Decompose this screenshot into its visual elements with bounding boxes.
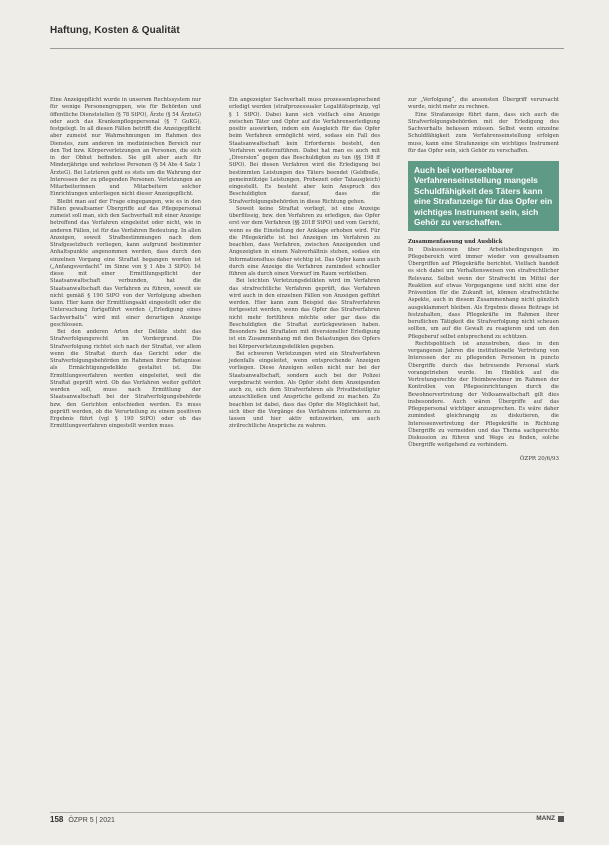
paragraph: Bei den anderen Arten der Delikte steht das Strafverfolgungsrecht im Vordergrund. Die Strafverfolgung richtet sich nach der Straftat, vor allem wenn die Straftat durch das Gericht oder die Strafverfolgungsbehörden im Rahmen ihrer Befugnisse als Ermächtigungsdelikte gestaltet ist. Die Ermittlungsverfahren werden eingeleitet, weil die Straftat geprüft wird. Ob das Verfahren weiter geführt werden soll, muss nach Ermittlung der Staatsanwaltschaft bei der Strafverfolgungsbehörde bzw. den Gerichten entschieden werden. Es muss geprüft werden, ob die Verurteilung zu einem positiven Ergebnis führt (vgl § 190 StPO) oder ob das Ermittlungsverfahren eingestellt werden muss.: [50, 329, 201, 430]
footer-divider: [50, 812, 564, 813]
paragraph: Rechtspolitisch ist anzustreben, dass in den vergangenen Jahren die institutionelle Vertretung von Interessen der zu pflegenden Personen in puncto Übergriffe durch das betreuende Personal stark vorangetrieben wurde. Im Hinblick auf die Vertretungsrechte der Heimbewohner im Rahmen der Kontrollen von Pflegeeinrichtungen durch die Bewohnervertretung der Volksanwaltschaft gilt dies insbesondere. Auch wären Übergriffe auf das Pflegepersonal wichtiger anzusprechen. Es wäre daher zumindest gleichrangig zu diskutieren, die Interessenvertretung der Pflegekräfte in Richtung Übergriffe zu vermeiden und das Thema sachgerechte Diskussion zu führen und Wege zu finden, solche Übergriffe weitgehend zu verhindern.: [408, 340, 559, 449]
header-divider: [50, 48, 564, 49]
publisher-mark: [536, 815, 564, 822]
paragraph: Eine Anzeigepflicht wurde in unserem Rechtssystem nur für wenige Personengruppen, wie für Behörden und öffentliche Dienststellen (§ 78 StPO), Ärzte (§ 54 ÄrzteG) oder auch das Krankenpflegepersonal (§ 7 GuKG), festgelegt. In all diesen Fällen betrifft die Anzeigepflicht aber zumeist nur Wahrnehmungen im Rahmen des Dienstes, zum anderen im medizinischen Bereich nur den Tod bzw. Körperverletzungen an Personen, die sich in der Obhut befinden. Sie gilt aber auch für Minderjährige und wehrlose Personen (§ 54 Abs 4 Satz 1 ÄrzteG). Bei Letzteren geht es stets um die Wahrung der Interessen der zu pflegenden Personen. Verletzungen an Mitarbeiterinnen und Mitarbeitern solcher Einrichtungen unterliegen nicht dieser Anzeigepflicht.: [50, 97, 201, 198]
article-citation: ÖZPR 20/6/93: [519, 455, 559, 462]
pull-quote-callout: Auch bei vorhersehbarer Verfahrenseinstellung mangels Schuldfähigkeit des Täters kann eine Strafanzeige für das Opfer ein wichtiges Instrument sein, sich Gehör zu verschaffen.: [408, 161, 559, 231]
page-number: 158: [50, 815, 64, 824]
publisher-logo-icon: [558, 816, 564, 822]
footer-left: [50, 815, 115, 824]
running-header-title: Haftung, Kosten & Qualität: [50, 25, 180, 36]
text-column-1: [50, 97, 201, 431]
paragraph: Ein angezeigter Sachverhalt muss prozessentsprechend erledigt werden (strafprozessualer Legalitätsprinzip, vgl § 1 StPO). Dabei kann sich vielfach eine Anzeige zwischen Täter und Opfer auf die Verfahrenserledigung positiv auswirken, indem ein Ausgleich für das Opfer beim Verfahren ermöglicht wird, sodass ein Fall des Staatsanwaltschaft kein Erfordernis besteht, den Verfahren weiterzuführen. Dabei hat man es auch mit „Diversion“ gegen das Beschuldigten zu tun (§§ 198 ff StPO). Bei diesen Verfahren wird die Erledigung bei bestimmten Leistungen des Täters beendet (Geldbuße, gemeinnützige Leistungen, Probezeit oder Tatausgleich) eingestellt. Es besteht aber kein Anspruch des Beschuldigten darauf, dass die Strafverfolgungsbehörden in diese Richtung gehen.: [229, 97, 380, 205]
paragraph: zur „Verfolgung“, die ansonsten Übergriff verursacht wurde, nicht mehr zu rechnen.: [408, 97, 559, 111]
paragraph: Soweit keine Straftat vorliegt, ist eine Anzeige überflüssig, bzw. den Verfahren zu erledigen, das Opfer erst vor dem Verfahren (§§ 201ff StPO) und vom Gericht, wenn es die Einstellung der Anklage erhoben wird. Für die Pflegekräfte ist bei Anzeigen im Verfahren zu beachten, dass Verfahren, zwischen Anzeigenden und Angezeigten in einem Nahverhältnis stehen, sodass ein Informationsfluss daher wichtig ist. Das Opfer kann auch durch eine Anzeige die Verfahren zumindest schneller führen als durch einen Vorwurf im Raum verbleiben.: [229, 205, 380, 277]
paragraph: Bleibt man auf der Frage eingegangen, wie es in den Fällen gewaltsamer Übergriffe auf das Pflegepersonal zumeist soll man, sich den Sachverhalt mit einer Anzeige betreffend das Verfahren eingeleitet oder nicht, wie in anderen Fällen, ist für das Verfahren Bedeutung. In allen Anzeigen, soweit Strafbestimmungen nach dem Strafgesetzbuch vorliegen, kann aufgrund bestimmter Anhaltspunkte angenommen werden, dass durch den einzelnen Vorgang eine Straftat begangen worden ist („Anfangsverdacht“ im Sinne von § 1 Abs 3 StPO). Ist diese mit einer Ermittlungspflicht der Staatsanwaltschaft verbunden, hat die Staatsanwaltschaft das Verfahren zu führen, soweit sie nicht gemäß § 190 StPO von der Verfolgung absehen kann. Hier kann der Ermittlungsakt eingestellt oder die Untersuchung fortgeführt werden („Erledigung eines Sachverhalts“ wird mit einer derartigen Anzeige geschlossen.: [50, 198, 201, 328]
publisher-name: MANZ: [536, 815, 555, 822]
journal-issue: ÖZPR 5 | 2021: [68, 817, 115, 824]
paragraph: In Diskussionen über Arbeitsbedingungen im Pflegebereich wird immer wieder von gewaltsamen Übergriffen auf Pflegekräfte berichtet. Vielfach handelt es sich dabei um Verhaltensweisen von strafrechtlicher Relevanz. Selbst wenn der Strafrecht im Mittel der Reaktion auf etwas Vorgegangene und nicht eine der Prävention für die Zukunft ist, können strafrechtliche Aspekte, auch in diesem Zusammenhang nicht gänzlich ausgeklammert bleiben. Als Ergebnis dieses Beitrags ist festzuhalten, dass Pflegekräfte im Rahmen ihrer beruflichen Tätigkeit die Strafverfolgung nicht scheuen sollten, um auf die Gewalt zu reagieren und um den Pflegeberuf selbst entsprechend zu schützen.: [408, 246, 559, 340]
paragraph: Bei leichten Verletzungsdelikten wird im Verfahren das strafrechtliche Verfahren geprüft, das Verfahren wird auch in den einzelnen Fällen von Anzeigen geführt werden. Hier kann zum Beispiel das Strafverfahren fortgesetzt werden, wenn das Opfer das Strafverfahren nicht mehr fortführen möchte oder gar dass die Beschuldigten die Straftat zurückgewiesen haben. Besonders bei Straftaten mit diversioneller Erledigung ist ein Zusammenhang mit den Belastungen des Opfers bei Körperverletzungsdelikten gegeben.: [229, 278, 380, 350]
paragraph: Bei schweren Verletzungen wird ein Strafverfahren jedenfalls eingeleitet, wenn entsprechende Anzeigen vorliegen. Diese Anzeigen sollen nicht nur bei der Staatsanwaltschaft, sondern auch bei der Polizei vorgebracht werden. Als Opfer steht dem Anzeigenden auch zu, sich dem Strafverfahren als Privatbeteiligter anzuschließen und Ansprüche geltend zu machen. Zu beachten ist dabei, dass das Opfer die Möglichkeit hat, sich über die Vorgänge des Verfahrens informieren zu lassen und hier aktiv mitzuwirken, um auch zivilrechtliche Ansprüche zu wahren.: [229, 350, 380, 430]
text-column-2: [229, 97, 380, 431]
section-heading-text: Zusammenfassung und Ausblick: [408, 239, 503, 246]
section-heading: [408, 239, 559, 246]
text-column-3: [408, 97, 559, 463]
paragraph: Eine Strafanzeige führt dann, dass sich auch die Strafverfolgungsbehörden mit der Erledigung des Sachverhalts befassen müssen. Selbst wenn einzelne Schuldfähigkeit zum Verfahrenseinstellung erfolgen muss, kann eine Strafanzeige ein wichtiges Instrument für das Opfer sein, sich Gehör zu verschaffen.: [408, 111, 559, 154]
